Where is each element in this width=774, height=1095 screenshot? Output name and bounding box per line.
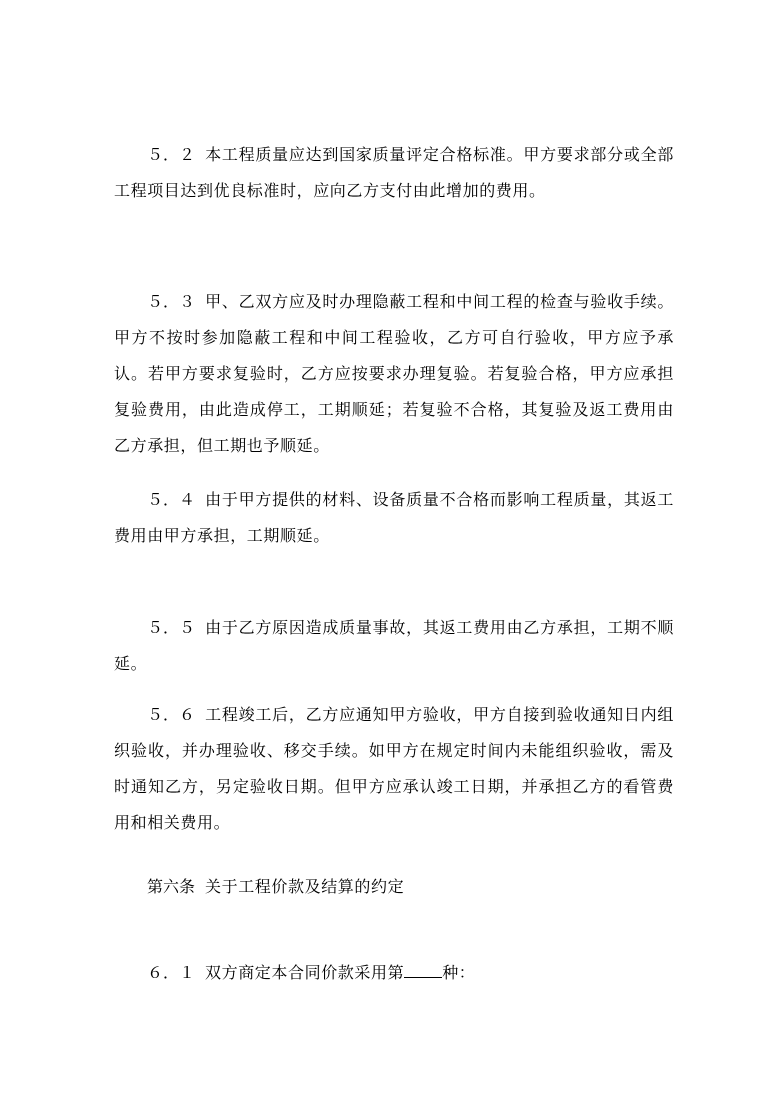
clause-5-2 <box>114 137 674 209</box>
article-title: 关于工程价款及结算的约定 <box>205 877 405 896</box>
clause-5-6 <box>114 697 674 841</box>
clause-5-5 <box>114 610 674 682</box>
clause-6-1 <box>114 955 674 991</box>
article-number: 第六条 <box>147 877 196 896</box>
clause-number: ６．１ <box>147 963 196 982</box>
clause-text: 甲、乙双方应及时办理隐蔽工程和中间工程的检查与验收手续。甲方不按时参加隐蔽工程和中间工程验收，乙方可自行验收，甲方应予承认。若甲方要求复验时，乙方应按要求办理复验。若复验合格，甲方应承担复验费用，由此造成停工，工期顺延；若复验不合格，其复验及返工费用由乙方承担，但工期也予顺延。 <box>114 292 674 455</box>
clause-number: ５．５ <box>147 618 196 637</box>
clause-text-after: 种： <box>442 963 476 982</box>
clause-text: 由于乙方原因造成质量事故，其返工费用由乙方承担，工期不顺延。 <box>114 618 674 673</box>
fill-in-blank <box>404 963 442 978</box>
clause-number: ５．４ <box>147 490 196 509</box>
article-heading <box>114 869 674 905</box>
clause-number: ５．２ <box>147 145 196 164</box>
clause-number: ５．３ <box>147 292 196 311</box>
clause-number: ５．６ <box>147 705 196 724</box>
clause-text: 本工程质量应达到国家质量评定合格标准。甲方要求部分或全部工程项目达到优良标准时，应向乙方支付由此增加的费用。 <box>114 145 674 200</box>
clause-text: 工程竣工后，乙方应通知甲方验收，甲方自接到验收通知日内组织验收，并办理验收、移交手续。如甲方在规定时间内未能组织验收，需及时通知乙方，另定验收日期。但甲方应承认竣工日期，并承担乙方的看管费用和相关费用。 <box>114 705 674 832</box>
clause-5-3 <box>114 284 674 464</box>
clause-text-before: 双方商定本合同价款采用第 <box>205 963 405 982</box>
clause-text: 由于甲方提供的材料、设备质量不合格而影响工程质量，其返工费用由甲方承担，工期顺延。 <box>114 490 674 545</box>
clause-5-4 <box>114 482 674 554</box>
